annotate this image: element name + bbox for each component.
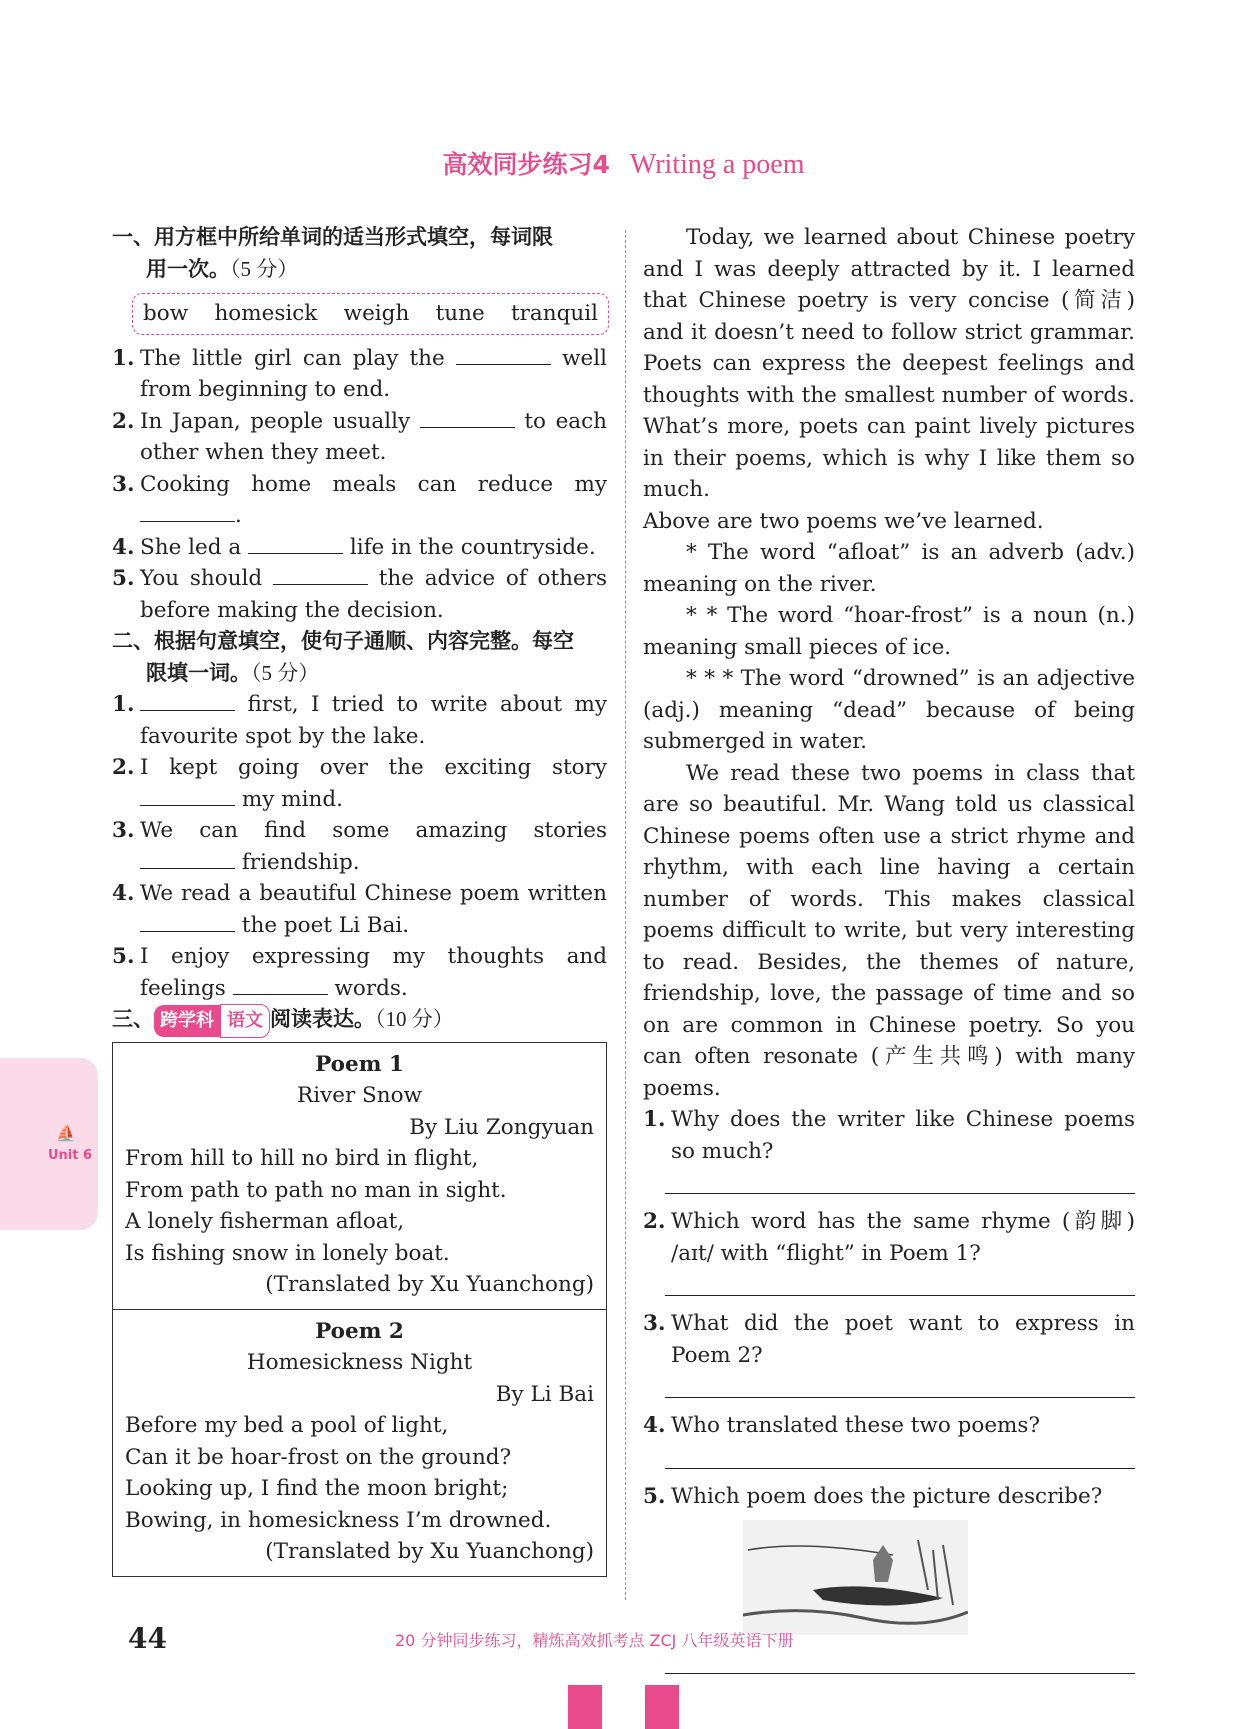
poem-line: From hill to hill no bird in flight, <box>125 1146 479 1171</box>
poem-line: Bowing, in homesickness I’m drowned. <box>125 1507 552 1533</box>
question-2-3: 3. We can find some amazing stories friendship. <box>112 818 607 875</box>
answer-blank[interactable] <box>140 850 235 869</box>
poem-translator: (Translated by Xu Yuanchong) <box>265 1272 594 1297</box>
passage-paragraph-2: We read these two poems in class that are so beautiful. Mr. Wang told us classical Chinese poems often use a strict rhyme and rhythm, with each line having a certain number of words. This makes classical poems difficult to write, but very interesting to read. Besides, the themes of nature, friendship, love, the passage of time and so on are common in Chinese poetry. So you can often resonate (产生共鸣) with many poems. <box>643 760 1135 1101</box>
binding-mark <box>568 1685 602 1729</box>
left-column <box>112 222 607 1577</box>
answer-blank[interactable] <box>248 535 343 554</box>
answer-line[interactable] <box>665 1454 1135 1469</box>
note-drowned: * * * The word “drowned” is an adjective (adj.) meaning “dead” because of being submerged in water. <box>643 666 1135 754</box>
question-1-2: 2. In Japan, people usually to each other when they meet. <box>112 408 608 465</box>
reading-question-5: 5. Which poem does the picture describe? <box>643 1483 1103 1509</box>
word: weigh <box>343 301 410 326</box>
poem-line: Is fishing snow in lonely boat. <box>125 1240 450 1266</box>
word: tune <box>435 301 485 326</box>
poem-title: River Snow <box>297 1083 422 1108</box>
poem-2 <box>113 1309 606 1576</box>
right-column <box>643 222 1135 1686</box>
poem-line: Can it be hoar-frost on the ground? <box>125 1444 512 1470</box>
answer-blank[interactable] <box>140 692 235 711</box>
subject-tag: 语文 <box>220 1004 270 1038</box>
poem-label: Poem 1 <box>315 1051 404 1077</box>
reading-question-3: 3. What did the poet want to express in Poem 2? <box>643 1311 1135 1368</box>
unit-label: Unit 6 <box>48 1148 93 1163</box>
question-2-5: 5. I enjoy expressing my thoughts and feelings words. <box>112 944 607 1001</box>
poem-line: From path to path no man in sight. <box>125 1177 507 1203</box>
page-title <box>0 145 1247 181</box>
poem-author: By Li Bai <box>495 1381 594 1407</box>
page-number: 44 <box>128 1622 167 1655</box>
answer-line[interactable] <box>665 1659 1135 1674</box>
question-2-2: 2. I kept going over the exciting story my mind. <box>112 755 607 812</box>
answer-line[interactable] <box>665 1383 1135 1398</box>
reading-question-2: 2. Which word has the same rhyme (韵脚) /aɪt/ with “flight” in Poem 1? <box>643 1209 1135 1266</box>
passage-line: Above are two poems we’ve learned. <box>643 508 1044 534</box>
title-english: Writing a poem <box>629 149 805 180</box>
answer-blank[interactable] <box>420 409 515 428</box>
answer-blank[interactable] <box>140 913 235 932</box>
column-divider <box>625 230 626 1600</box>
unit-side-tab <box>0 1058 98 1230</box>
answer-blank[interactable] <box>140 503 235 522</box>
title-chinese: 高效同步练习4 <box>442 150 610 179</box>
question-1-1: 1. The little girl can play the well from beginning to end. <box>112 345 608 402</box>
question-2-4: 4. We read a beautiful Chinese poem written the poet Li Bai. <box>112 881 607 938</box>
poem-author: By Liu Zongyuan <box>409 1114 594 1140</box>
poem-line: Looking up, I find the moon bright; <box>125 1476 509 1501</box>
poem-box <box>112 1042 607 1577</box>
poem-1 <box>113 1043 606 1309</box>
poem-line: Before my bed a pool of light, <box>125 1413 449 1438</box>
answer-blank[interactable] <box>140 787 235 806</box>
cross-subject-tag: 跨学科 <box>154 1005 220 1037</box>
word: tranquil <box>511 301 598 326</box>
fisherman-boat-picture <box>743 1520 968 1635</box>
answer-blank[interactable] <box>273 566 368 585</box>
word-box <box>132 293 609 335</box>
binding-mark <box>645 1685 679 1729</box>
word: bow <box>143 301 189 326</box>
boat-illustration <box>743 1520 968 1635</box>
answer-blank[interactable] <box>456 346 551 365</box>
page-footer: 20 分钟同步练习，精炼高效抓考点 ZCJ 八年级英语下册 <box>395 1631 794 1650</box>
question-1-5: 5. You should the advice of others before making the decision. <box>112 566 608 623</box>
reading-question-4: 4. Who translated these two poems? <box>643 1413 1040 1438</box>
section-2-heading: 二、根据句意填空，使句子通顺、内容完整。每空 限填一词。（5 分） <box>112 629 574 685</box>
word: homesick <box>214 301 318 326</box>
poem-translator: (Translated by Xu Yuanchong) <box>265 1539 594 1564</box>
answer-blank[interactable] <box>233 976 328 995</box>
note-hoar-frost: * * The word “hoar-frost” is a noun (n.) meaning small pieces of ice. <box>643 603 1135 660</box>
note-afloat: * The word “afloat” is an adverb (adv.) meaning on the river. <box>643 540 1135 597</box>
boat-icon: ⛵ <box>56 1124 76 1143</box>
section-3-heading: 三、 跨学科 语文 阅读表达。（10 分） <box>112 1004 607 1038</box>
answer-line[interactable] <box>665 1179 1135 1194</box>
poem-line: A lonely fisherman afloat, <box>125 1209 405 1234</box>
reading-question-1: 1. Why does the writer like Chinese poems so much? <box>643 1107 1135 1164</box>
passage-paragraph-1: Today, we learned about Chinese poetry and I was deeply attracted by it. I learned that Chinese poetry is very concise (简洁) and it doesn’t need to follow strict grammar. Poets can express the deepest feelings and thoughts with the smallest number of words. What’s more, poets can paint lively pictures in their poems, which is why I like them so much. <box>643 225 1135 502</box>
poem-label: Poem 2 <box>315 1318 404 1344</box>
answer-line[interactable] <box>665 1281 1135 1296</box>
question-2-1: 1. first, I tried to write about my favourite spot by the lake. <box>112 692 607 749</box>
section-1-heading: 一、用方框中所给单词的适当形式填空，每词限 用一次。（5 分） <box>112 225 553 281</box>
question-1-3: 3. Cooking home meals can reduce my . <box>112 471 607 528</box>
question-1-4: 4. She led a life in the countryside. <box>112 534 596 560</box>
poem-title: Homesickness Night <box>246 1350 473 1375</box>
